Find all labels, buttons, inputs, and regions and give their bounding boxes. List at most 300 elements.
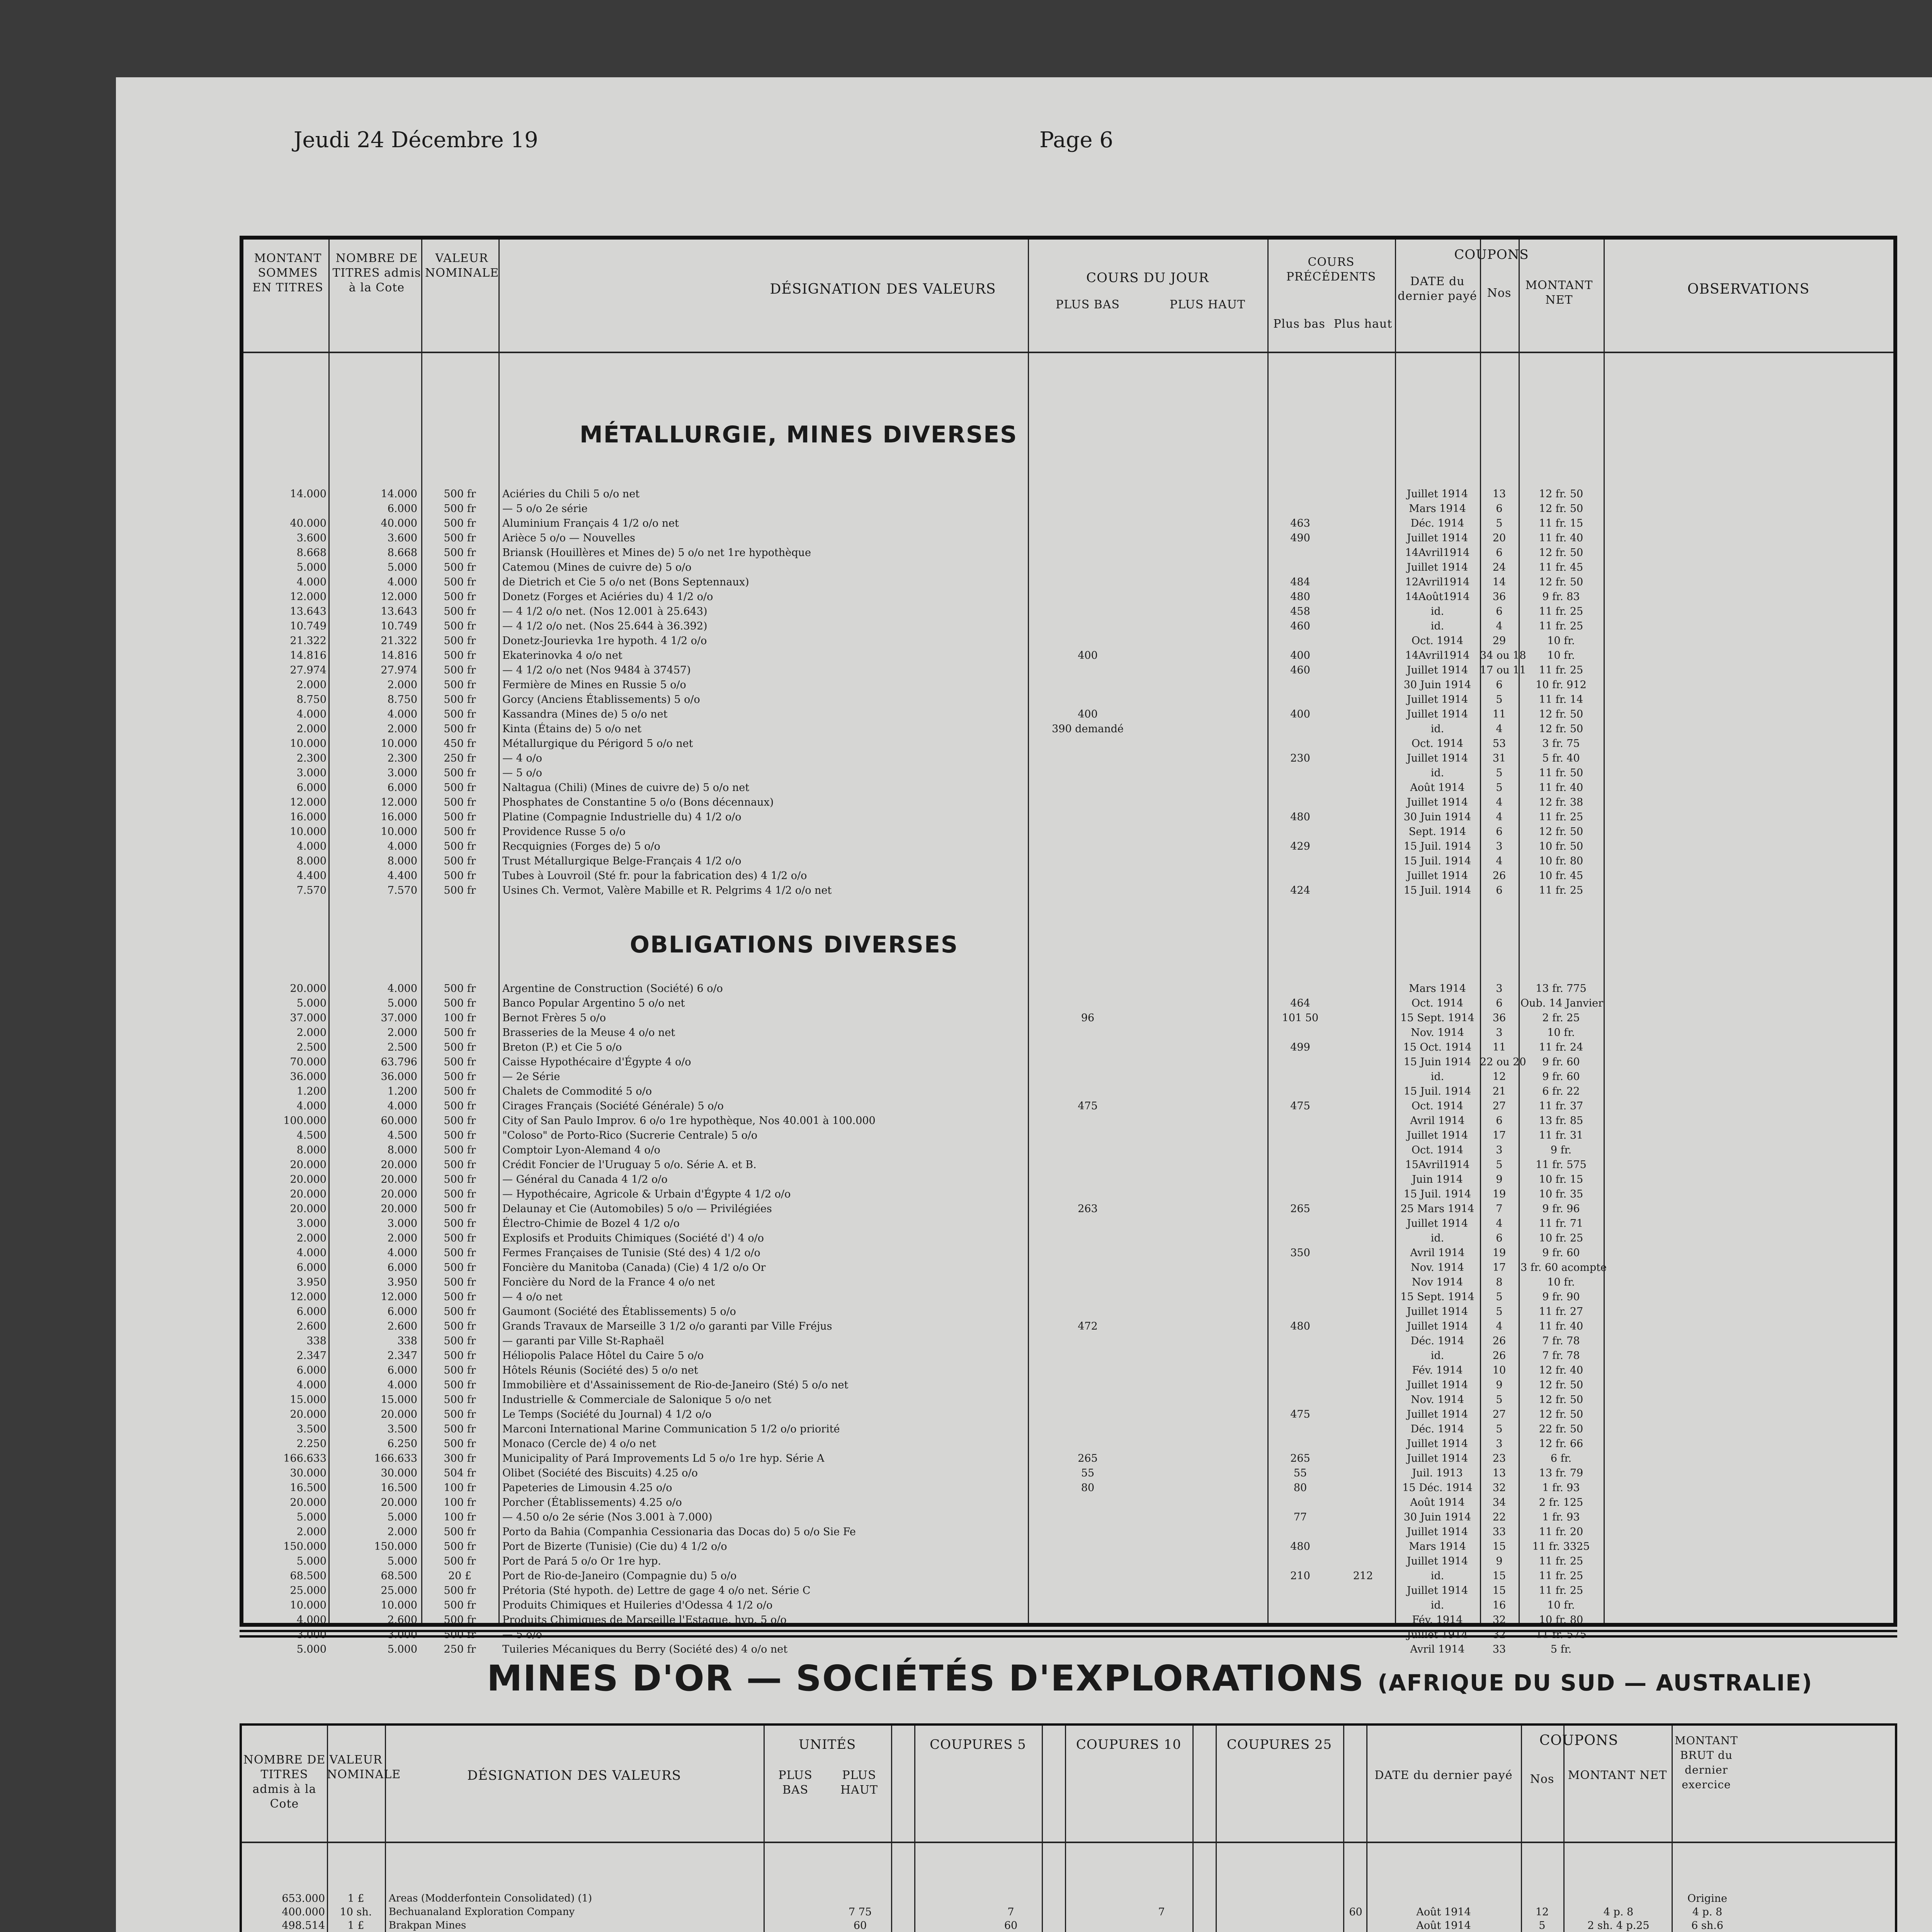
cell-date: Sept. 1914 (1408, 826, 1466, 838)
cell-designation: Trust Métallurgique Belge-Français 4 1/2 o/o (502, 855, 742, 867)
cell-valeur: 500 fr (444, 1129, 476, 1141)
cell-nos: 5 (1496, 1306, 1503, 1318)
cell-nombre: 10.000 (381, 738, 417, 750)
issue-date: Jeudi 24 Décembre 19 (294, 128, 538, 153)
table-row (243, 883, 1893, 898)
cell-montant-net: 10 fr. 80 (1539, 1614, 1583, 1626)
cell-mines-montant: 4 p. 8 (1603, 1906, 1634, 1918)
table-row (242, 1892, 1895, 1905)
cell-nos: 6 (1496, 547, 1503, 559)
section-obligations: OBLIGATIONS DIVERSES (630, 931, 959, 958)
cell-date: 15 Oct. 1914 (1403, 1041, 1472, 1053)
cell-montant-brut: 6 sh.6 (1691, 1920, 1723, 1932)
cell-designation: de Dietrich et Cie 5 o/o net (Bons Septennaux) (502, 576, 749, 588)
table-row (243, 1451, 1893, 1466)
cell-designation: Catemou (Mines de cuivre de) 5 o/o (502, 561, 692, 573)
table-row (243, 1466, 1893, 1481)
cell-date: 15 Juil. 1914 (1403, 855, 1471, 867)
cell-montant-net: 5 fr. 40 (1542, 752, 1580, 764)
cell-montant-net: 2 fr. 25 (1542, 1012, 1580, 1024)
cell-prec-plus-bas: 350 (1290, 1247, 1310, 1259)
cell-nos: 13 (1492, 1467, 1506, 1479)
cell-designation: Briansk (Houillères et Mines de) 5 o/o net 1re hypothèque (502, 547, 811, 559)
cell-montant: 27.974 (290, 664, 327, 676)
table-row (243, 736, 1893, 751)
cell-nombre-titres: 498.514 (282, 1920, 325, 1932)
cell-montant-net: 22 fr. 50 (1539, 1423, 1583, 1435)
cell-nombre: 2.347 (387, 1350, 417, 1362)
header-montant-brut: MONTANT BRUT du dernier exercice (1675, 1734, 1738, 1791)
cell-valeur: 500 fr (444, 1085, 476, 1097)
table-row (243, 1349, 1893, 1363)
cell-montant-net: 13 fr. 79 (1539, 1467, 1583, 1479)
cell-designation: Grands Travaux de Marseille 3 1/2 o/o garanti par Ville Fréjus (502, 1320, 832, 1332)
cell-valeur: 500 fr (444, 1629, 476, 1641)
cell-prec-plus-bas: 265 (1290, 1452, 1310, 1464)
cell-montant-net: 9 fr. 60 (1542, 1247, 1580, 1259)
mines-title-text: MINES D'OR — SOCIÉTÉS D'EXPLORATIONS (487, 1658, 1365, 1699)
header-mines-nos: Nos (1530, 1772, 1554, 1786)
cell-montant-net: 10 fr. 45 (1539, 870, 1583, 882)
cell-montant-net: 12 fr. 38 (1539, 796, 1583, 808)
cell-montant: 14.000 (290, 488, 327, 500)
cell-date: 15Avril1914 (1405, 1159, 1470, 1171)
cell-date: id. (1430, 1232, 1444, 1244)
table-row (243, 1481, 1893, 1495)
cell-prec-plus-bas: 265 (1290, 1203, 1310, 1215)
cell-montant: 2.300 (296, 752, 327, 764)
cell-prec-plus-bas: 77 (1293, 1511, 1307, 1523)
cell-montant-net: 12 fr. 50 (1539, 503, 1583, 515)
cell-montant-net: 12 fr. 50 (1539, 1379, 1583, 1391)
cell-date: id. (1430, 767, 1444, 779)
cell-designation: Immobilière et d'Assainissement de Rio-de-Janeiro (Sté) 5 o/o net (502, 1379, 849, 1391)
cell-date: Juillet 1914 (1406, 1306, 1468, 1318)
header-date: DATE du dernier payé (1398, 275, 1477, 303)
cell-valeur: 500 fr (444, 1526, 476, 1538)
cell-date: Nov. 1914 (1411, 1394, 1464, 1406)
cell-valeur: 500 fr (444, 488, 476, 500)
cell-designation: Métallurgique du Périgord 5 o/o net (502, 738, 693, 750)
cell-mines-designation: Bechuanaland Exploration Company (389, 1906, 575, 1918)
cell-prec-plus-bas: 475 (1290, 1408, 1310, 1420)
cell-nombre: 6.000 (387, 503, 417, 515)
cell-montant-net: 7 fr. 78 (1542, 1335, 1580, 1347)
table-row (243, 663, 1893, 678)
cell-montant-net: 11 fr. 25 (1539, 811, 1583, 823)
cell-nombre: 20.000 (381, 1159, 417, 1171)
cell-date: Juillet 1914 (1406, 1218, 1468, 1230)
cell-nombre: 4.000 (387, 1247, 417, 1259)
cell-designation: Providence Russe 5 o/o (502, 826, 626, 838)
cell-nombre: 20.000 (381, 1203, 417, 1215)
cell-nombre: 10.000 (381, 1599, 417, 1611)
cell-nombre: 2.300 (387, 752, 417, 764)
cell-nos: 26 (1492, 1335, 1506, 1347)
cell-valeur: 500 fr (444, 1306, 476, 1318)
cell-montant-brut: 4 p. 8 (1692, 1906, 1723, 1918)
cell-prec-plus-bas: 55 (1293, 1467, 1307, 1479)
cell-nombre: 6.000 (387, 1262, 417, 1274)
cell-designation: — 4 1/2 o/o net. (Nos 12.001 à 25.643) (502, 605, 707, 617)
cell-montant: 3.500 (296, 1423, 327, 1435)
cell-montant: 16.500 (290, 1482, 327, 1494)
cell-mines-nos: 12 (1535, 1906, 1549, 1918)
cell-valeur: 500 fr (444, 1203, 476, 1215)
cell-montant-net: 11 fr. 25 (1539, 1555, 1583, 1567)
cell-date: Août 1914 (1410, 782, 1465, 794)
cell-nombre: 12.000 (381, 591, 417, 603)
cell-nombre: 14.000 (381, 488, 417, 500)
cell-nombre: 2.000 (387, 1027, 417, 1039)
cell-nos: 14 (1492, 576, 1506, 588)
cell-jour-plus-bas: 265 (1078, 1452, 1098, 1464)
cell-date: Juillet 1914 (1406, 1438, 1468, 1450)
table-row (243, 1539, 1893, 1554)
header-unites-plus-haut: PLUS HAUT (840, 1769, 878, 1797)
cell-montant-net: 10 fr. (1547, 635, 1575, 647)
cell-nombre: 2.000 (387, 1232, 417, 1244)
table-row (243, 1202, 1893, 1216)
cell-mines-montant: 2 sh. 4 p.25 (1587, 1920, 1650, 1932)
cell-montant-net: 9 fr. 90 (1542, 1291, 1580, 1303)
cell-unites-plus-haut: 7 75 (848, 1906, 872, 1918)
cell-montant: 2.000 (296, 679, 327, 691)
cell-valeur: 500 fr (444, 1276, 476, 1288)
cell-date: Avril 1914 (1410, 1247, 1465, 1259)
cell-date: id. (1430, 605, 1444, 617)
cell-date: Déc. 1914 (1410, 1423, 1464, 1435)
table-row (243, 560, 1893, 575)
table-row (243, 1525, 1893, 1539)
cell-nombre: 3.000 (387, 1218, 417, 1230)
cell-montant: 2.000 (296, 1232, 327, 1244)
cell-date: Nov. 1914 (1411, 1027, 1464, 1039)
cell-valeur: 500 fr (444, 855, 476, 867)
cell-designation: Cirages Français (Société Générale) 5 o/o (502, 1100, 724, 1112)
cell-designation: Naltagua (Chili) (Mines de cuivre de) 5 o/o net (502, 782, 750, 794)
cell-nos: 34 ou 18 (1480, 650, 1526, 662)
cell-nos: 19 (1492, 1188, 1506, 1200)
cell-nos: 4 (1496, 723, 1503, 735)
cell-nombre: 63.796 (381, 1056, 417, 1068)
cell-montant-net: 3 fr. 75 (1542, 738, 1580, 750)
header-montant-net: MONTANT NET (1525, 279, 1593, 307)
header-cours-precedents: COURS PRÉCÉDENTS (1286, 255, 1376, 284)
cell-prec-plus-bas: 499 (1290, 1041, 1310, 1053)
cell-nos: 9 (1496, 1379, 1503, 1391)
cell-date: 12Avril1914 (1405, 576, 1470, 588)
cell-date: 14Avril1914 (1405, 650, 1470, 662)
cell-nos: 24 (1492, 561, 1506, 573)
cell-nombre: 4.500 (387, 1129, 417, 1141)
cell-nos: 4 (1496, 620, 1503, 632)
table-row (243, 575, 1893, 590)
cell-nos: 4 (1496, 1218, 1503, 1230)
cell-designation: — 4 1/2 o/o net (Nos 9484 à 37457) (502, 664, 691, 676)
table-row (243, 751, 1893, 766)
cell-nombre-titres: 653.000 (282, 1893, 325, 1905)
cell-montant-net: 11 fr. 40 (1539, 532, 1583, 544)
mines-table-header (242, 1726, 1895, 1843)
table-row (243, 1363, 1893, 1378)
cell-montant: 20.000 (290, 1203, 327, 1215)
table-row (243, 1569, 1893, 1583)
cell-date: 15 Juil. 1914 (1403, 840, 1471, 852)
cell-designation: Donetz (Forges et Aciéries du) 4 1/2 o/o (502, 591, 713, 603)
cell-date: 14Août1914 (1405, 591, 1470, 603)
cell-jour-plus-bas: 400 (1078, 650, 1098, 662)
cell-date: Juillet 1914 (1406, 796, 1468, 808)
cell-montant-net: 10 fr. (1547, 1276, 1575, 1288)
header-nombre: NOMBRE DE TITRES admis à la Cote (332, 252, 421, 294)
cell-montant-net: 12 fr. 50 (1539, 826, 1583, 838)
table-row (243, 1290, 1893, 1304)
header-coupures-5: COUPURES 5 (930, 1737, 1026, 1752)
cell-prec-plus-bas: 490 (1290, 532, 1310, 544)
cell-nombre: 37.000 (381, 1012, 417, 1024)
cell-montant-net: 10 fr. (1547, 1599, 1575, 1611)
table-row (243, 1216, 1893, 1231)
cell-prec-plus-bas: 480 (1290, 1320, 1310, 1332)
cell-designation: Caisse Hypothécaire d'Égypte 4 o/o (502, 1056, 691, 1068)
cell-montant-net: 10 fr. (1547, 650, 1575, 662)
cell-nos: 26 (1492, 870, 1506, 882)
cell-designation: Crédit Foncier de l'Uruguay 5 o/o. Série A. et B. (502, 1159, 757, 1171)
cell-date: Mars 1914 (1409, 1541, 1466, 1553)
cell-montant: 13.643 (290, 605, 327, 617)
cell-date: Juillet 1914 (1406, 1408, 1468, 1420)
cell-montant: 37.000 (290, 1012, 327, 1024)
table-row (243, 648, 1893, 663)
table-row (243, 546, 1893, 560)
cell-valeur: 500 fr (444, 1144, 476, 1156)
table-row (243, 1040, 1893, 1055)
cell-nombre: 25.000 (381, 1585, 417, 1597)
cell-date: id. (1430, 1570, 1444, 1582)
cell-montant: 150.000 (283, 1541, 327, 1553)
cell-date: Juillet 1914 (1406, 1555, 1468, 1567)
cell-montant: 3.000 (296, 1218, 327, 1230)
cell-date: id. (1430, 620, 1444, 632)
cell-valeur: 500 fr (444, 1027, 476, 1039)
cell-nos: 22 (1492, 1511, 1506, 1523)
cell-montant: 4.000 (296, 576, 327, 588)
cell-nombre: 27.974 (381, 664, 417, 676)
header-coupures-25: COUPURES 25 (1226, 1737, 1332, 1752)
cell-montant: 5.000 (296, 997, 327, 1009)
cell-prec-plus-bas: 230 (1290, 752, 1310, 764)
table-row (243, 1510, 1893, 1525)
cell-jour-plus-bas: 80 (1081, 1482, 1095, 1494)
cell-nombre: 5.000 (387, 1555, 417, 1567)
cell-valeur: 500 fr (444, 884, 476, 896)
cell-nos: 33 (1492, 1643, 1506, 1655)
cell-montant-net: 11 fr. 37 (1539, 1100, 1583, 1112)
table-row (243, 1055, 1893, 1070)
cell-prec-plus-bas: 400 (1290, 708, 1310, 720)
cell-nos: 17 (1492, 1262, 1506, 1274)
table-row (243, 1231, 1893, 1246)
cell-date: 25 Mars 1914 (1400, 1203, 1475, 1215)
cell-date: Juillet 1914 (1406, 1526, 1468, 1538)
cell-valeur: 500 fr (444, 1041, 476, 1053)
cell-nombre: 4.000 (387, 1100, 417, 1112)
cell-valeur: 500 fr (444, 1555, 476, 1567)
cell-date: Fév. 1914 (1412, 1364, 1463, 1376)
cell-date: Août 1914 (1410, 1497, 1465, 1509)
header-unites-plus-bas: PLUS BAS (778, 1769, 813, 1797)
cell-nombre: 4.000 (387, 1379, 417, 1391)
cell-nos: 3 (1496, 1144, 1503, 1156)
table-row (243, 1613, 1893, 1628)
cell-valeur: 500 fr (444, 1173, 476, 1185)
cell-nombre: 20.000 (381, 1173, 417, 1185)
cell-designation: — 5 o/o 2e série (502, 503, 588, 515)
cell-montant: 6.000 (296, 1262, 327, 1274)
cell-date: Nov 1914 (1412, 1276, 1463, 1288)
cell-montant-net: 11 fr. 31 (1539, 1129, 1583, 1141)
header-plus-haut: PLUS HAUT (1170, 298, 1245, 311)
cell-designation: — 4 1/2 o/o net. (Nos 25.644 à 36.392) (502, 620, 707, 632)
cell-designation: Produits Chimiques et Huileries d'Odessa 4 1/2 o/o (502, 1599, 773, 1611)
cell-nombre: 4.000 (387, 840, 417, 852)
cell-montant: 6.000 (296, 1364, 327, 1376)
cell-nos: 36 (1492, 591, 1506, 603)
cell-valeur: 500 fr (444, 983, 476, 995)
cell-montant-net: 11 fr. 575 (1536, 1629, 1587, 1641)
header-coupons: COUPONS (1454, 247, 1529, 262)
cell-nos: 5 (1496, 767, 1503, 779)
cell-valeur: 500 fr (444, 561, 476, 573)
cell-mines-designation: Brakpan Mines (389, 1920, 466, 1931)
cell-nombre: 3.600 (387, 532, 417, 544)
cell-nombre: 4.000 (387, 576, 417, 588)
cell-montant-net: 10 fr. (1547, 1027, 1575, 1039)
cell-valeur: 500 fr (444, 1379, 476, 1391)
cell-valeur: 500 fr (444, 517, 476, 529)
table-row (243, 516, 1893, 531)
cell-designation: Papeteries de Limousin 4.25 o/o (502, 1482, 672, 1494)
cell-designation: Fermes Françaises de Tunisie (Sté des) 4 1/2 o/o (502, 1247, 760, 1259)
cell-designation: Aluminium Français 4 1/2 o/o net (502, 517, 679, 529)
cell-nos: 6 (1496, 605, 1503, 617)
cell-designation: Aciéries du Chili 5 o/o net (502, 488, 640, 500)
cell-c5-plus-haut: 60 (1004, 1920, 1018, 1932)
cell-montant-net: 13 fr. 775 (1536, 983, 1587, 995)
cell-valeur: 500 fr (444, 605, 476, 617)
cell-nos: 15 (1492, 1570, 1506, 1582)
mines-subtitle: (AFRIQUE DU SUD — AUSTRALIE) (1378, 1670, 1813, 1696)
cell-designation: Arièce 5 o/o — Nouvelles (502, 532, 635, 544)
cell-designation: Porto da Bahia (Companhia Cessionaria das Docas do) 5 o/o Sie Fe (502, 1526, 856, 1538)
cell-prec-plus-bas: 80 (1293, 1482, 1307, 1494)
cell-montant-net: 12 fr. 50 (1539, 708, 1583, 720)
cell-date: 30 Juin 1914 (1403, 679, 1471, 691)
cell-mines-date: Août 1914 (1416, 1906, 1471, 1918)
cell-montant: 6.000 (296, 1306, 327, 1318)
cell-prec-plus-bas: 101 50 (1282, 1012, 1319, 1024)
cell-nos: 9 (1496, 1555, 1503, 1567)
cell-designation: — 5 o/o (502, 1629, 542, 1641)
cell-montant-net: 13 fr. 85 (1539, 1115, 1583, 1127)
cell-montant: 4.000 (296, 1100, 327, 1112)
cell-montant: 8.000 (296, 1144, 327, 1156)
cell-nombre-titres: 400.000 (282, 1906, 325, 1918)
cell-montant: 4.400 (296, 870, 327, 882)
cell-montant: 4.000 (296, 840, 327, 852)
cell-designation: — 4.50 o/o 2e série (Nos 3.001 à 7.000) (502, 1511, 713, 1523)
cell-nombre: 338 (397, 1335, 417, 1347)
table-row (243, 1026, 1893, 1040)
cell-valeur-nominale: 10 sh. (340, 1906, 372, 1918)
cell-date: 15 Sept. 1914 (1400, 1291, 1475, 1303)
table-row (243, 1128, 1893, 1143)
cell-nombre: 20.000 (381, 1188, 417, 1200)
cell-designation: City of San Paulo Improv. 6 o/o 1re hypothèque, Nos 40.001 à 100.000 (502, 1115, 876, 1127)
cell-designation: — Général du Canada 4 1/2 o/o (502, 1173, 668, 1185)
cell-montant: 5.000 (296, 561, 327, 573)
cell-prec-plus-bas: 480 (1290, 1541, 1310, 1553)
cell-montant: 1.200 (296, 1085, 327, 1097)
cell-nombre: 36.000 (381, 1071, 417, 1083)
table-row (243, 692, 1893, 707)
cell-date: Déc. 1914 (1410, 1335, 1464, 1347)
cell-valeur: 500 fr (444, 694, 476, 706)
cell-mines-nos: 5 (1539, 1920, 1546, 1932)
cell-montant: 36.000 (290, 1071, 327, 1083)
cell-nos: 4 (1496, 796, 1503, 808)
cell-designation: Gaumont (Société des Établissements) 5 o/o (502, 1306, 736, 1318)
cell-montant: 166.633 (283, 1452, 327, 1464)
table-row (243, 1495, 1893, 1510)
cell-nombre: 2.000 (387, 1526, 417, 1538)
cell-designation: Tuileries Mécaniques du Berry (Société des) 4 o/o net (502, 1643, 788, 1655)
table-row (243, 1158, 1893, 1172)
cell-designation: Électro-Chimie de Bozel 4 1/2 o/o (502, 1218, 680, 1230)
cell-valeur: 500 fr (444, 767, 476, 779)
cell-montant-net: 11 fr. 575 (1536, 1159, 1587, 1171)
cell-valeur: 100 fr (444, 1012, 476, 1024)
cell-designation: Le Temps (Société du Journal) 4 1/2 o/o (502, 1408, 712, 1420)
cell-montant-net: 11 fr. 14 (1539, 694, 1583, 706)
table-row (243, 1260, 1893, 1275)
cell-montant-net: 11 fr. 25 (1539, 1585, 1583, 1597)
cell-jour-plus-bas: 475 (1078, 1100, 1098, 1112)
cell-designation: Foncière du Nord de la France 4 o/o net (502, 1276, 715, 1288)
cell-jour-plus-bas: 263 (1078, 1203, 1098, 1215)
cell-nombre: 12.000 (381, 1291, 417, 1303)
cell-nos: 13 (1492, 488, 1506, 500)
cell-nos: 3 (1496, 840, 1503, 852)
header-prec-plus-haut: Plus haut (1333, 317, 1393, 331)
cell-nombre: 2.000 (387, 679, 417, 691)
cell-nos: 6 (1496, 1115, 1503, 1127)
cell-unites-plus-haut: 60 (853, 1920, 867, 1932)
cell-designation: Gorcy (Anciens Établissements) 5 o/o (502, 694, 700, 706)
cell-nos: 6 (1496, 826, 1503, 838)
cell-c10-plus-haut: 7 (1158, 1906, 1165, 1918)
cell-montant: 30.000 (290, 1467, 327, 1479)
cell-valeur: 500 fr (444, 635, 476, 647)
cell-nos: 5 (1496, 782, 1503, 794)
cell-nos: 16 (1492, 1599, 1506, 1611)
table-row (243, 1070, 1893, 1084)
cell-valeur: 500 fr (444, 1100, 476, 1112)
cell-nombre: 4.000 (387, 983, 417, 995)
header-nos: Nos (1487, 286, 1512, 300)
cell-date: 15 Juil. 1914 (1403, 884, 1471, 896)
